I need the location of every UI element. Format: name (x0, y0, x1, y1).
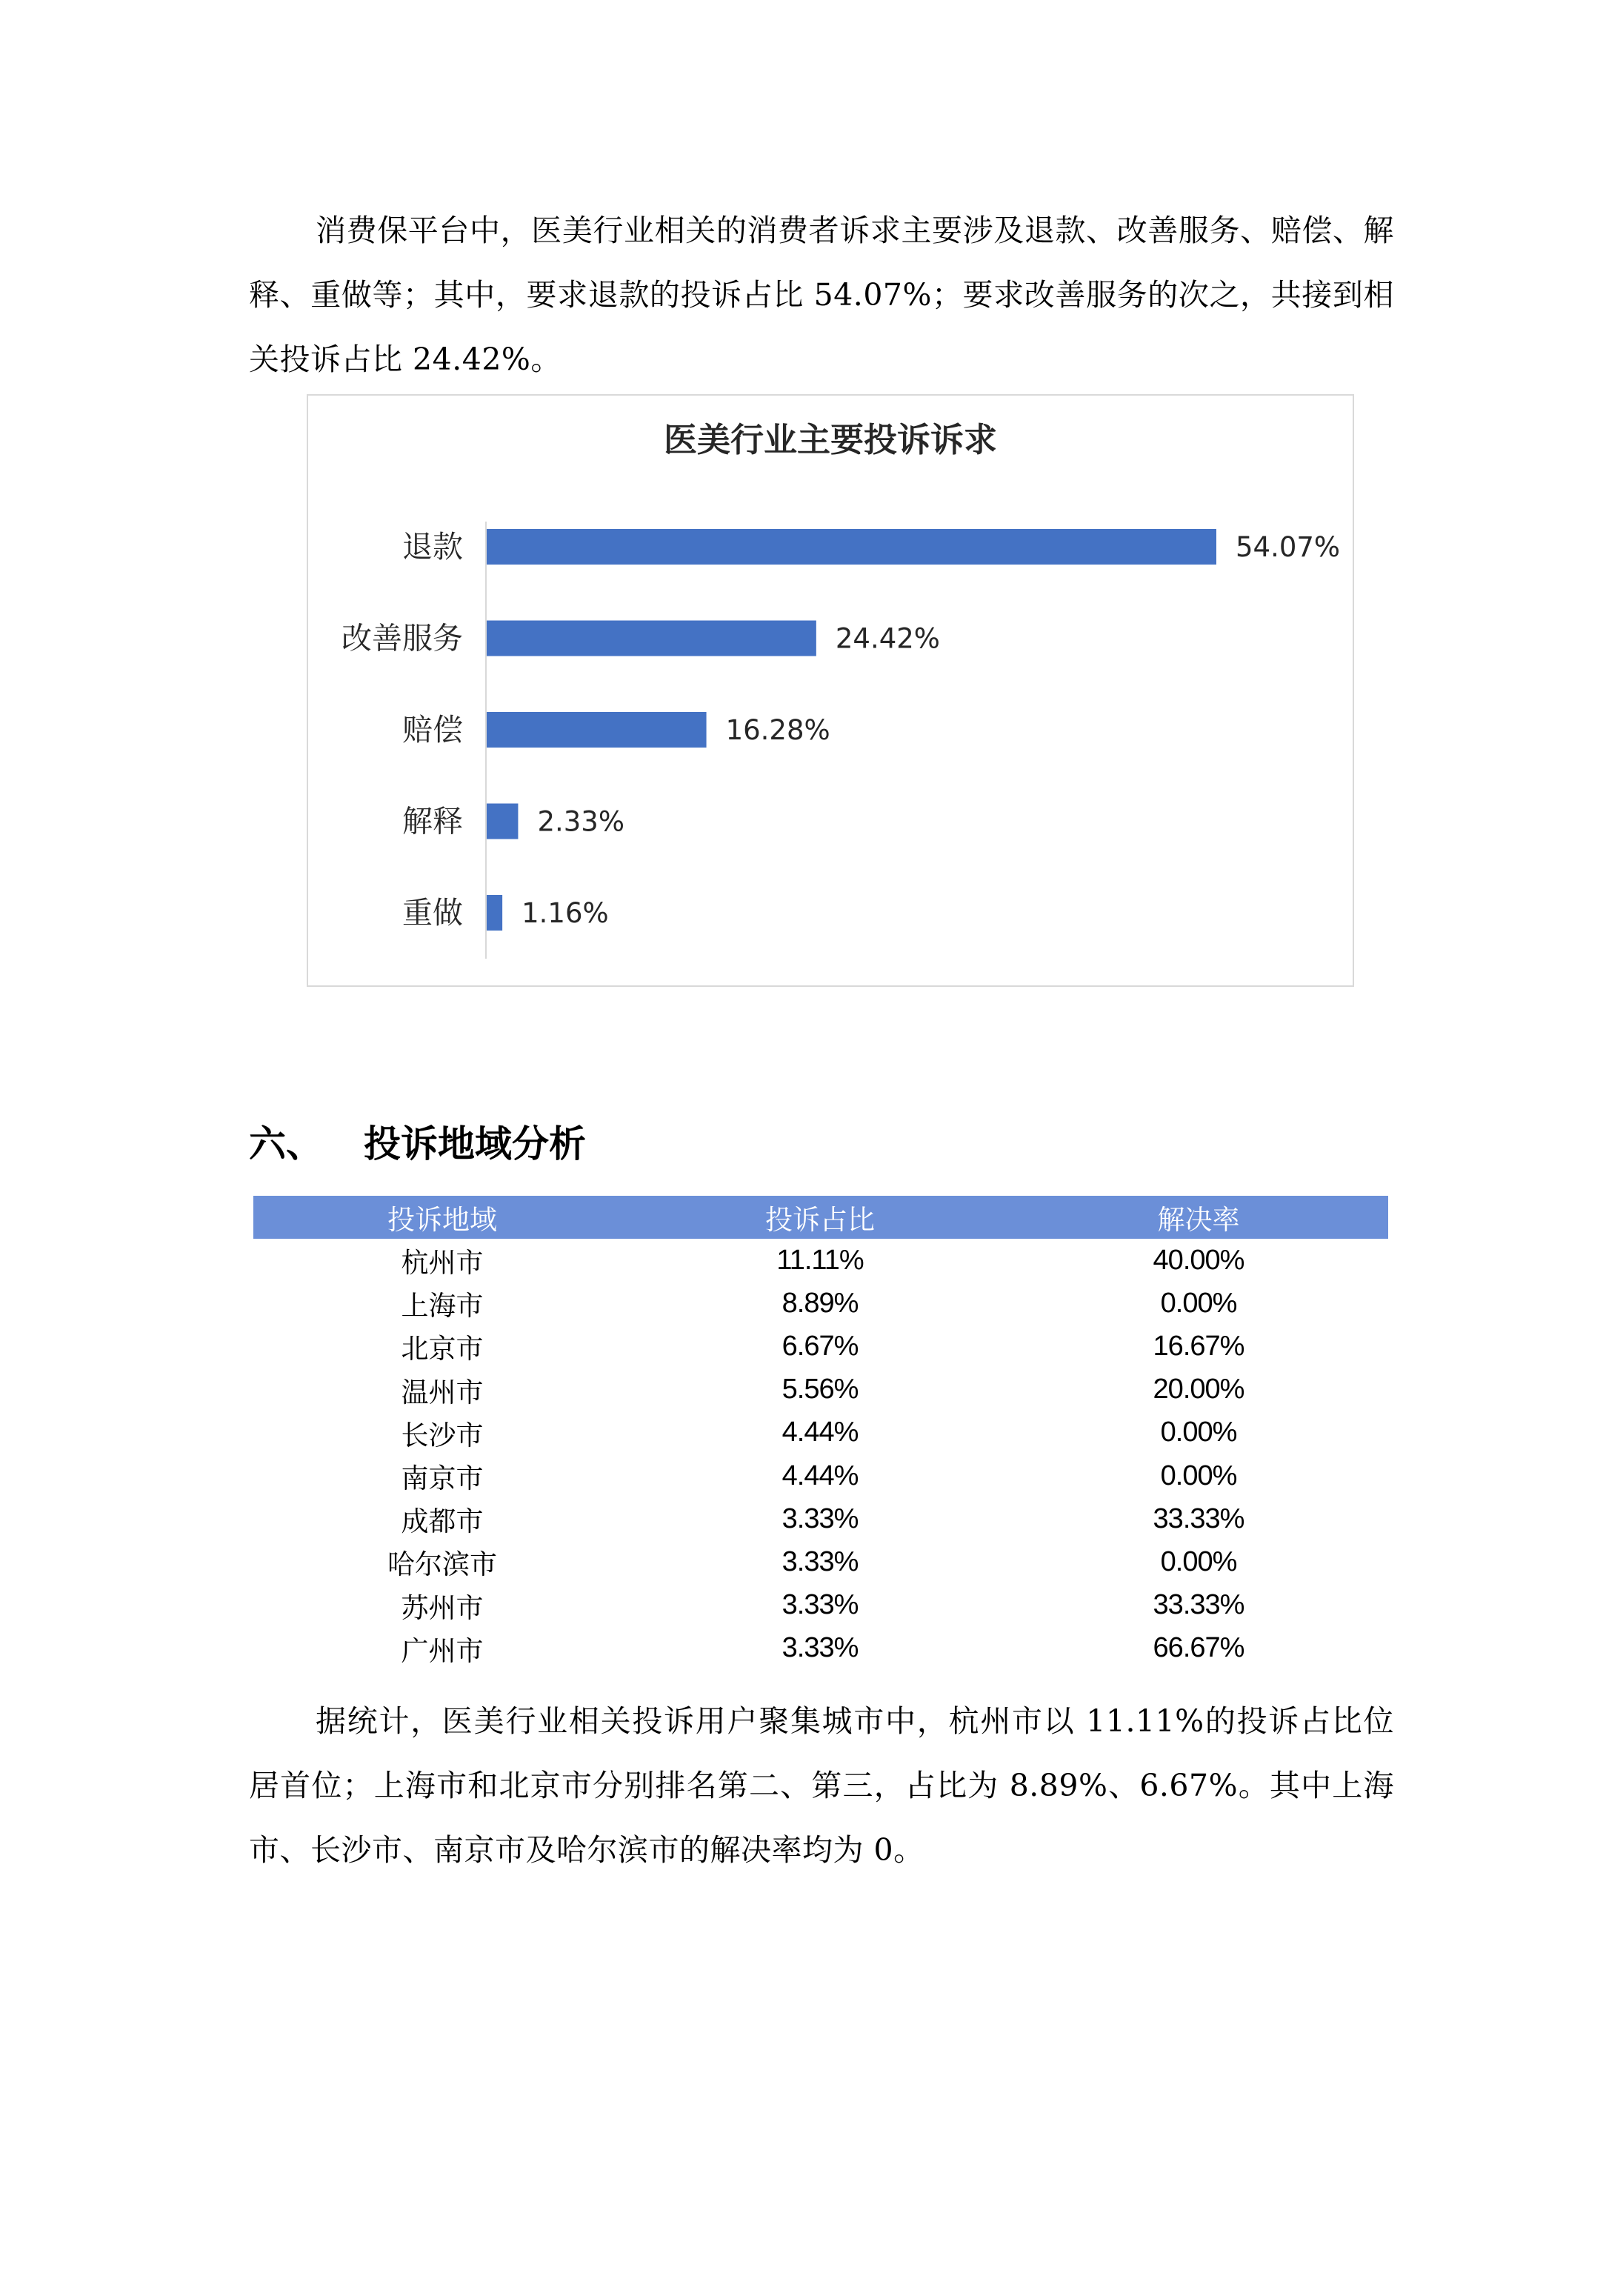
cell-rate: 16.67% (1153, 1330, 1244, 1362)
cell-city: 哈尔滨市 (387, 1548, 497, 1581)
chart-category-label: 重做 (402, 895, 463, 931)
section-number: 六、 (249, 1122, 323, 1165)
section-title: 投诉地域分析 (364, 1122, 586, 1165)
cell-share: 5.56% (781, 1374, 859, 1405)
chart-bar (487, 804, 518, 839)
intro-paragraph-text: 消费保平台中，医美行业相关的消费者诉求主要涉及退款、改善服务、赔偿、解释、重做等；其中，要求退款的投诉占比 54.07%；要求改善服务的次之，共接到相关投诉占比 24.42%。 (249, 213, 1394, 377)
cell-rate: 33.33% (1153, 1589, 1244, 1621)
table-header-row (253, 1196, 1388, 1239)
intro-paragraph (249, 199, 1394, 392)
header-region: 投诉地域 (253, 1196, 631, 1239)
cell-share: 11.11% (776, 1244, 864, 1276)
cell-city: 长沙市 (401, 1419, 484, 1451)
cell-share: 8.89% (781, 1287, 859, 1319)
chart-bar (487, 712, 707, 748)
table-row (253, 1540, 1388, 1583)
cell-share: 3.33% (781, 1589, 859, 1621)
cell-city: 成都市 (401, 1505, 484, 1538)
cell-share: 3.33% (781, 1632, 859, 1664)
chart-title: 医美行业主要投诉诉求 (663, 420, 998, 459)
summary-paragraph-text: 据统计，医美行业相关投诉用户聚集城市中，杭州市以 11.11%的投诉占比位居首位；上海市和北京市分别排名第二、第三，占比为 8.89%、6.67%。其中上海市、长沙市、南京市及哈尔滨市的解决率均为 0。 (249, 1703, 1394, 1868)
cell-share: 6.67% (781, 1330, 859, 1362)
summary-paragraph (249, 1689, 1394, 1883)
cell-rate: 0.00% (1160, 1287, 1237, 1319)
chart-data-label: 54.07% (1236, 531, 1341, 563)
table-row (253, 1368, 1388, 1411)
header-share: 投诉占比 (631, 1196, 1009, 1239)
chart-category-label: 改善服务 (341, 620, 463, 656)
cell-rate: 0.00% (1160, 1460, 1237, 1491)
cell-rate: 20.00% (1153, 1374, 1244, 1405)
chart-category-label: 退款 (402, 529, 463, 565)
cell-city: 苏州市 (401, 1591, 484, 1624)
cell-city: 北京市 (401, 1333, 484, 1365)
cell-city: 杭州市 (401, 1247, 484, 1280)
chart-canvas (308, 396, 1353, 985)
chart-bar (487, 529, 1216, 565)
chart-category-label: 赔偿 (402, 712, 463, 748)
cell-share: 3.33% (781, 1503, 859, 1534)
table-row (253, 1282, 1388, 1325)
header-resolution-rate: 解决率 (1009, 1196, 1388, 1239)
table-row (253, 1239, 1388, 1282)
cell-rate: 0.00% (1160, 1545, 1237, 1577)
chart-bar (487, 621, 816, 656)
chart-data-label: 2.33% (537, 805, 624, 838)
chart-bar (487, 895, 502, 931)
complaint-demands-chart (307, 394, 1354, 987)
chart-marks (341, 529, 1340, 931)
cell-rate: 0.00% (1160, 1417, 1237, 1448)
cell-rate: 66.67% (1153, 1632, 1244, 1664)
cell-city: 温州市 (401, 1376, 484, 1408)
chart-category-label: 解释 (402, 803, 463, 839)
cell-city: 广州市 (401, 1634, 484, 1667)
cell-share: 4.44% (781, 1417, 859, 1448)
chart-data-label: 24.42% (835, 622, 940, 655)
table-row (253, 1584, 1388, 1627)
cell-rate: 40.00% (1153, 1244, 1244, 1276)
cell-city: 南京市 (401, 1463, 484, 1495)
chart-data-label: 16.28% (725, 714, 830, 746)
table-row (253, 1454, 1388, 1497)
cell-share: 3.33% (781, 1545, 859, 1577)
table-row (253, 1497, 1388, 1540)
cell-city: 上海市 (401, 1290, 484, 1322)
cell-rate: 33.33% (1153, 1503, 1244, 1534)
table-row (253, 1627, 1388, 1670)
table-row (253, 1411, 1388, 1454)
cell-share: 4.44% (781, 1460, 859, 1491)
region-table (253, 1196, 1388, 1670)
chart-data-label: 1.16% (521, 897, 609, 929)
section-heading (249, 1111, 586, 1171)
table-row (253, 1325, 1388, 1368)
